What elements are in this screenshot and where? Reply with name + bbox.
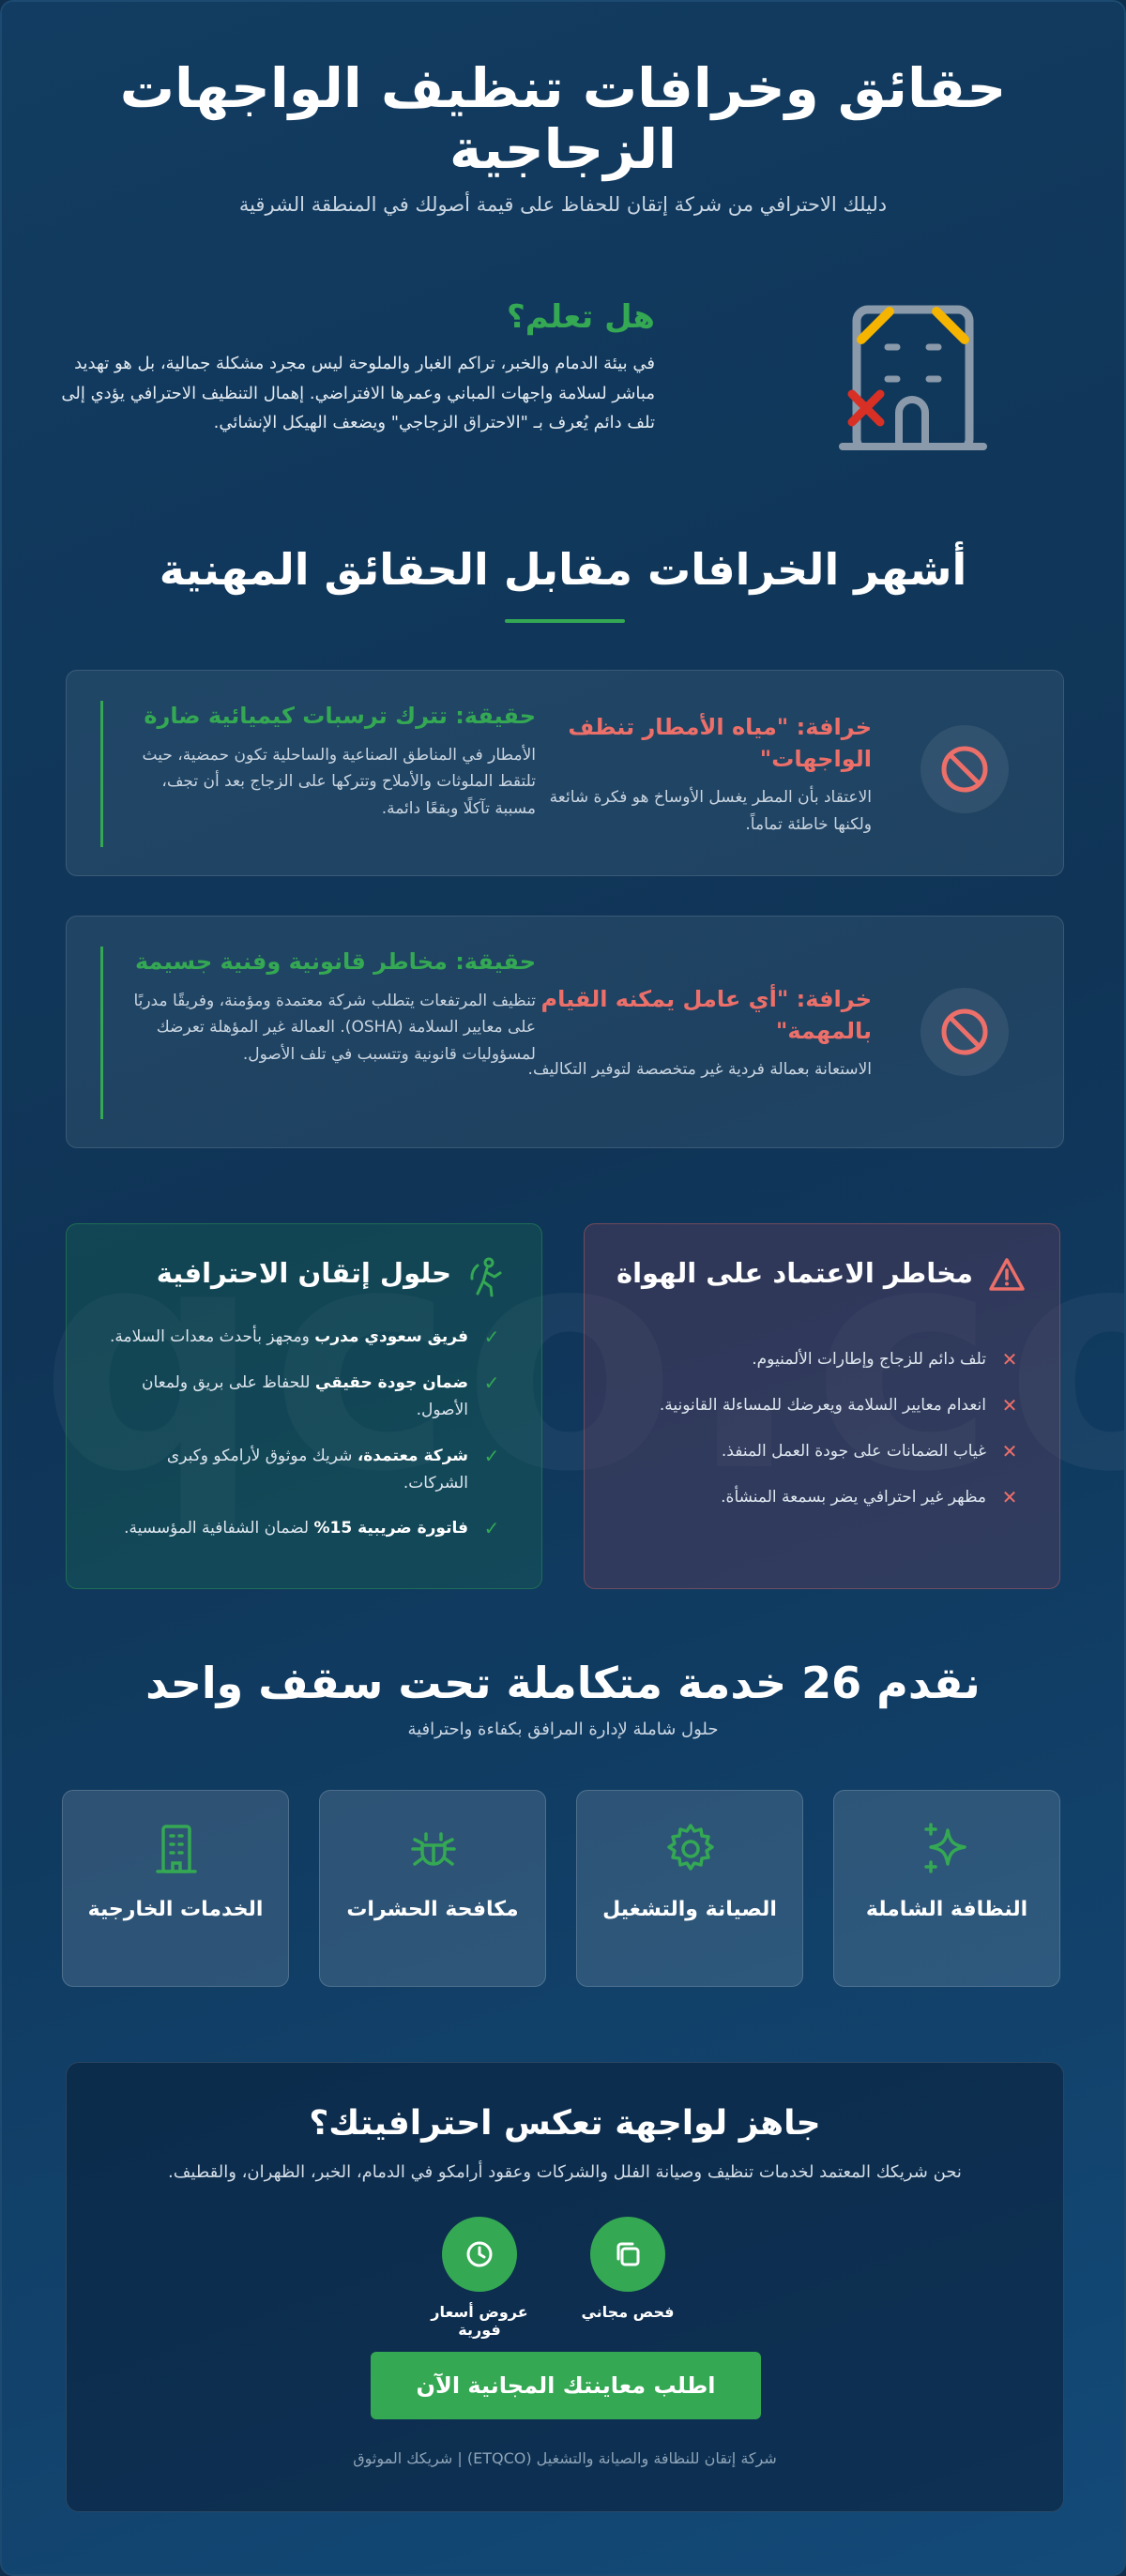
list-item: ✕ انعدام معايير السلامة ويعرضك للمساءلة القانونية. xyxy=(659,1393,1018,1417)
feature-instant-quotes xyxy=(414,2217,545,2339)
myth-block xyxy=(525,712,872,839)
professional-solutions-header xyxy=(89,1256,508,1297)
did-you-know-text: في بيئة الدمام والخبر، تراكم الغبار والملوحة ليس مجرد مشكلة جمالية، بل هو تهديد مباشر لسلامة واجهات المباني وعمرها الافتراضي. إهمال التنظيف الاحترافي يؤدي إلى تلف دائم يُعرف بـ "الاحتراق الزجاجي" ويضعف الهيكل الإنشائي. xyxy=(61,354,655,432)
amateur-risks-list xyxy=(616,1346,1018,1530)
list-item: ✓ شركة معتمدة، شريك موثوق لأرامكو وكبرى الشركات. xyxy=(166,1444,500,1493)
service-label: مكافحة الحشرات xyxy=(346,1898,519,1921)
feature-free-inspection xyxy=(562,2217,693,2321)
myth-block xyxy=(525,984,872,1083)
professional-solutions-card xyxy=(66,1223,542,1589)
damaged-building-icon xyxy=(833,291,993,450)
service-label: الخدمات الخارجية xyxy=(87,1898,264,1921)
cta-text: نحن شريكك المعتمد لخدمات تنظيف وصيانة الفلل والشركات وعقود أرامكو في الدمام، الخبر، الظهران، والقطيف. xyxy=(168,2162,962,2182)
x-icon: ✕ xyxy=(1001,1393,1018,1417)
building-icon xyxy=(148,1821,205,1877)
did-you-know-text-block xyxy=(58,298,655,438)
amateur-risks-title: مخاطر الاعتماد على الهواة xyxy=(616,1257,973,1289)
service-card-pest-control[interactable] xyxy=(319,1790,546,1987)
worker-safety-icon xyxy=(466,1256,508,1297)
request-inspection-button[interactable]: اطلب معاينتك المجانية الآن xyxy=(371,2352,761,2419)
check-icon: ✓ xyxy=(483,1444,500,1467)
check-icon: ✓ xyxy=(483,1517,500,1540)
x-icon: ✕ xyxy=(1001,1485,1018,1508)
ban-icon xyxy=(921,725,1009,813)
fact-block xyxy=(100,947,536,1119)
page-subtitle: دليلك الاحترافي من شركة إتقان للحفاظ على قيمة أصولك في المنطقة الشرقية xyxy=(238,192,888,216)
professional-solutions-list xyxy=(99,1324,500,1561)
list-item: ✕ غياب الضمانات على جودة العمل المنفذ. xyxy=(721,1439,1018,1462)
ban-icon xyxy=(921,988,1009,1076)
bug-icon xyxy=(405,1821,462,1877)
myth-fact-card-1 xyxy=(66,670,1064,876)
list-item: ✕ مظهر غير احترافي يضر بسمعة المنشأة. xyxy=(721,1485,1018,1508)
sparkles-icon xyxy=(920,1821,976,1877)
myth-fact-card-2 xyxy=(66,916,1064,1148)
myths-section-title: أشهر الخرافات مقابل الحقائق المهنية xyxy=(159,544,967,595)
amateur-risks-header xyxy=(607,1256,1026,1294)
services-title: نقدم 26 خدمة متكاملة تحت سقف واحد xyxy=(145,1658,981,1708)
did-you-know-title: هل تعلم؟ xyxy=(507,298,655,336)
list-item: ✓ فريق سعودي مدرب ومجهز بأحدث معدات السلامة. xyxy=(109,1326,500,1348)
fact-title: حقيقة: تترك ترسبات كيميائية ضارة xyxy=(144,703,536,729)
fact-text: الأمطار في المناطق الصناعية والساحلية تكون حمضية، حيث تلتقط الملوثات والأملاح وتتركها على الزجاج بعد أن تجف، مسببة تآكلًا وبقعًا دائمة. xyxy=(142,745,536,819)
myth-text: الاعتقاد بأن المطر يغسل الأوساخ هو فكرة شائعة ولكنها خاطئة تماماً. xyxy=(549,788,872,835)
list-item: ✓ ضمان جودة حقيقي للحفاظ على بريق ولمعان الأصول. xyxy=(141,1371,500,1419)
list-item: ✕ تلف دائم للزجاج وإطارات الألمنيوم. xyxy=(752,1348,1018,1371)
service-card-maintenance[interactable] xyxy=(576,1790,803,1987)
warning-triangle-icon xyxy=(988,1256,1026,1294)
list-item: ✓ فاتورة ضريبية 15% لضمان الشفافية المؤسسية. xyxy=(124,1517,500,1540)
service-label: الصيانة والتشغيل xyxy=(602,1898,777,1921)
feature-label: عروض أسعار فورية xyxy=(431,2303,528,2339)
hero-header xyxy=(58,58,1068,216)
cta-title: جاهز لواجهة تعكس احترافيتك؟ xyxy=(309,2104,821,2143)
did-you-know-section xyxy=(58,283,1068,471)
gear-icon xyxy=(662,1821,719,1877)
myth-title: خرافة: "أي عامل يمكنه القيام بالمهمة" xyxy=(540,986,872,1044)
professional-solutions-title: حلول إتقان الاحترافية xyxy=(156,1257,451,1289)
fact-block xyxy=(100,701,536,847)
page-title: حقائق وخرافات تنظيف الواجهات الزجاجية xyxy=(119,56,1007,181)
myth-title: خرافة: "مياه الأمطار تنظف الواجهات" xyxy=(568,714,872,772)
copy-icon xyxy=(590,2217,665,2292)
amateur-risks-card xyxy=(584,1223,1060,1589)
check-icon: ✓ xyxy=(483,1326,500,1348)
check-icon: ✓ xyxy=(483,1371,500,1394)
x-icon: ✕ xyxy=(1001,1348,1018,1371)
service-label: النظافة الشاملة xyxy=(865,1898,1028,1921)
clock-icon xyxy=(442,2217,517,2292)
service-card-external[interactable] xyxy=(62,1790,289,1987)
service-card-cleaning[interactable] xyxy=(833,1790,1060,1987)
myth-text: الاستعانة بعمالة فردية غير متخصصة لتوفير التكاليف. xyxy=(527,1060,872,1080)
x-icon: ✕ xyxy=(1001,1439,1018,1462)
fact-title: حقيقة: مخاطر قانونية وفنية جسيمة xyxy=(134,948,536,975)
feature-label: فحص مجاني xyxy=(581,2303,675,2321)
services-subtitle: حلول شاملة لإدارة المرافق بكفاءة واحترافية xyxy=(407,1720,719,1739)
call-to-action-section xyxy=(66,2062,1064,2512)
myths-title-underline xyxy=(505,619,625,623)
fact-text: تنظيف المرتفعات يتطلب شركة معتمدة ومؤمنة، وفريقًا مدربًا على معايير السلامة (OSHA). العمالة غير المؤهلة تعرضك لمسؤوليات قانونية وتتسبب في تلف الأصول. xyxy=(133,991,536,1065)
cta-footer: شركة إتقان للنظافة والصيانة والتشغيل (ETQCO) | شريكك الموثوق xyxy=(353,2449,777,2467)
